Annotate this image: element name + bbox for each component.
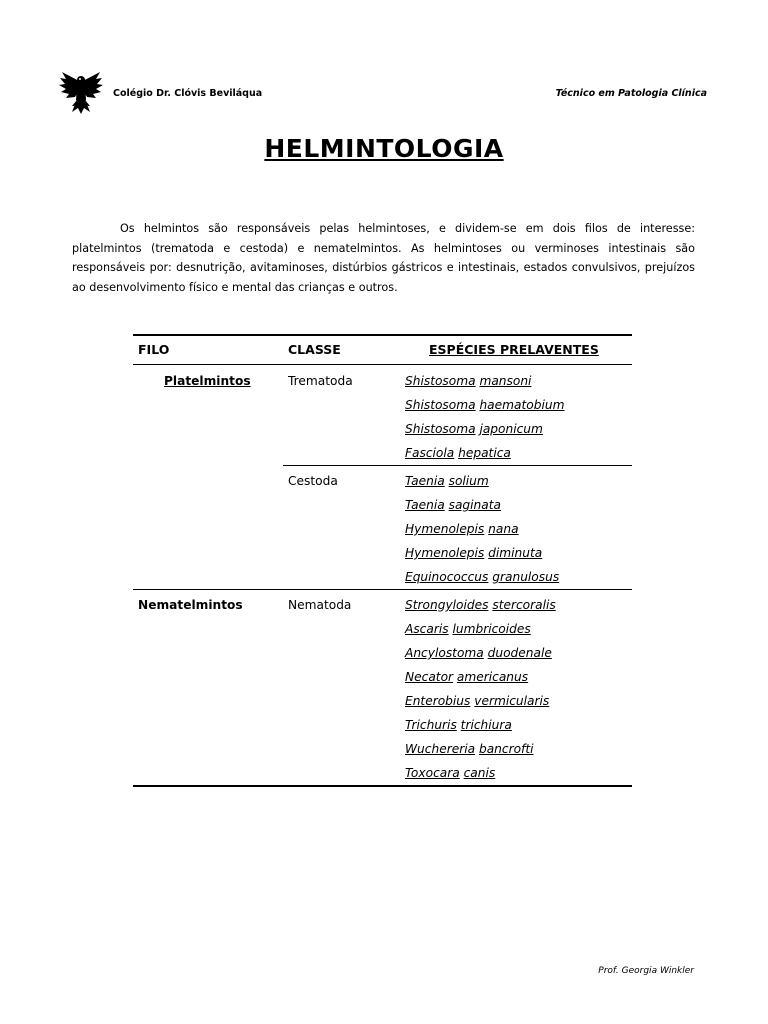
course-name: Técnico em Patologia Clínica: [555, 88, 707, 99]
species-item: [405, 718, 512, 732]
footer-author: Prof. Georgia Winkler: [598, 966, 694, 976]
species-item: [405, 546, 542, 560]
species-genus: Ancylostoma: [405, 646, 484, 660]
intro-paragraph: Os helmintos são responsáveis pelas helmintoses, e dividem-se em dois filos de interesse: platelmintos (trematoda e cestoda) e nematelmintos. As helmintoses ou verminoses intestinais são responsáveis por: desnutrição, avitaminoses, distúrbios gástricos e intestinais, estados convulsivos, prejuízos ao desenvolvimento físico e mental das crianças e outros.: [72, 222, 695, 294]
species-epithet: stercoralis: [492, 598, 556, 612]
species-genus: Strongyloides: [405, 598, 489, 612]
species-genus: Taenia: [405, 474, 445, 488]
species-epithet: japonicum: [479, 422, 543, 436]
species-epithet: duodenale: [487, 646, 552, 660]
species-item: [405, 742, 534, 756]
species-item: [405, 422, 543, 436]
species-epithet: lumbricoides: [452, 622, 531, 636]
species-genus: Ascaris: [405, 622, 449, 636]
species-epithet: vermicularis: [474, 694, 550, 708]
species-item: [405, 622, 531, 636]
species-item: [405, 498, 501, 512]
species-genus: Toxocara: [405, 766, 460, 780]
species-genus: Fasciola: [405, 446, 455, 460]
species-epithet: mansoni: [479, 374, 532, 388]
school-name: Colégio Dr. Clóvis Beviláqua: [113, 88, 263, 99]
species-genus: Necator: [405, 670, 454, 684]
header-classe: CLASSE: [288, 342, 341, 357]
species-epithet: hepatica: [458, 446, 511, 460]
species-epithet: solium: [448, 474, 489, 488]
species-item: [405, 694, 549, 708]
species-item: [405, 570, 559, 584]
eagle-logo-icon: [58, 70, 104, 116]
species-item: [405, 670, 528, 684]
species-item: [405, 398, 564, 412]
species-epithet: haematobium: [479, 398, 565, 412]
species-genus: Wuchereria: [405, 742, 476, 756]
species-epithet: canis: [463, 766, 496, 780]
table-top-rule: [133, 334, 632, 336]
species-genus: Shistosoma: [405, 374, 476, 388]
species-genus: Shistosoma: [405, 422, 476, 436]
species-genus: Trichuris: [405, 718, 457, 732]
species-epithet: americanus: [456, 670, 529, 684]
species-item: [405, 522, 519, 536]
species-genus: Taenia: [405, 498, 445, 512]
classe-label: Nematoda: [288, 598, 352, 612]
classe-label: Cestoda: [288, 474, 338, 488]
species-item: [405, 474, 489, 488]
species-epithet: diminuta: [488, 546, 543, 560]
filo-label: Platelmintos: [164, 374, 251, 388]
species-epithet: trichiura: [460, 718, 512, 732]
class-divider-rule: [283, 465, 632, 466]
header-bottom-rule: [133, 364, 632, 365]
header-filo: FILO: [138, 342, 170, 357]
species-epithet: nana: [488, 522, 519, 536]
species-genus: Hymenolepis: [405, 522, 485, 536]
classe-label: Trematoda: [288, 374, 353, 388]
species-epithet: granulosus: [492, 570, 560, 584]
filo-label: Nematelmintos: [138, 598, 243, 612]
species-genus: Equinococcus: [405, 570, 489, 584]
species-item: [405, 446, 511, 460]
species-genus: Enterobius: [405, 694, 471, 708]
group-divider-rule: [133, 589, 632, 590]
table-bottom-rule: [133, 785, 632, 787]
page-title: HELMINTOLOGIA: [264, 134, 504, 163]
species-item: [405, 374, 531, 388]
species-item: [405, 766, 495, 780]
species-item: [405, 598, 556, 612]
header-especies: ESPÉCIES PRELAVENTES: [429, 342, 599, 357]
species-item: [405, 646, 552, 660]
species-epithet: bancrofti: [478, 742, 534, 756]
species-genus: Shistosoma: [405, 398, 476, 412]
species-epithet: saginata: [448, 498, 501, 512]
species-genus: Hymenolepis: [405, 546, 485, 560]
